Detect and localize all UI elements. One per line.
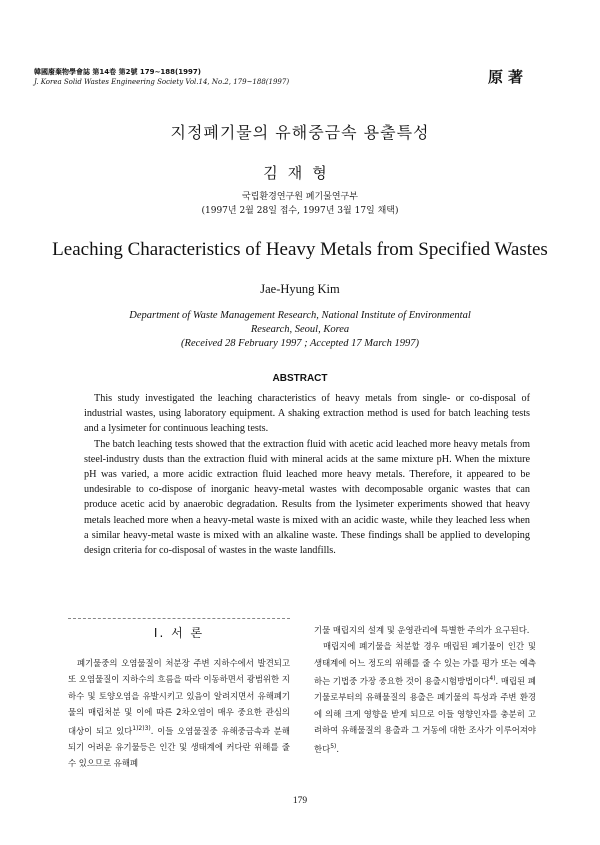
article-type-badge: 原著 (488, 68, 529, 86)
page-number: 179 (292, 796, 308, 806)
section-divider (68, 618, 290, 619)
intro-paragraph-2 (314, 638, 536, 756)
affiliation-korean: 국립환경연구원 폐기물연구부 (242, 192, 358, 202)
received-accepted-dates: (Received 28 February 1997 ; Accepted 17 March 1997) (181, 338, 419, 349)
citation-ref: 4) (489, 675, 496, 683)
abstract-heading: ABSTRACT (272, 373, 328, 384)
citation-ref: 5) (330, 742, 337, 750)
title-english: Leaching Characteristics of Heavy Metals from Specified Wastes (52, 239, 548, 260)
intro-p2-end: . (336, 743, 340, 754)
department-line-2: Research, Seoul, Korea (250, 324, 350, 335)
intro-p1-tail: . 이들 오염물질중 유해중금속과 분해되기 어려운 유기물등은 인간 및 생태계에 커다란 위해를 줄 수 있으므로 유해폐 (68, 725, 290, 769)
body-column-left (68, 655, 290, 772)
journal-citation-en: J. Korea Solid Wastes Engineering Society Vol.14, No.2, 179~188(1997) (34, 78, 290, 86)
author-korean: 김재형 (263, 164, 337, 182)
body-column-right (314, 622, 536, 757)
intro-p2-text: 매립지에 폐기물을 처분할 경우 매립된 폐기물이 인간 및 생태계에 어느 정도의 위해를 줄 수 있는 가를 평가 또는 예측하는 기법중 가장 중요한 것이 용출시험방법이다 (314, 641, 536, 687)
department-english (0, 309, 600, 351)
department-line-1: Department of Waste Management Research, National Institute of Environmental (129, 310, 471, 321)
intro-paragraph-1-cont: 기물 매립지의 설계 및 운영관리에 특별한 주의가 요구된다. (314, 625, 530, 635)
abstract-paragraph-2: The batch leaching tests showed that the extraction fluid with acetic acid leached more heavy metals from steel-industry dusts than the extraction fluid with mineral acids at the same mixture pH. When the mixture pH was varied, a more acidic extraction fluid leached more heavy metals. Therefore, it appeared to be undesirable to co-dispose of inorganic heavy-metal wastes with decomposable organic wastes that can produce acetic acid by anaerobic degradation. Results from the lysimeter experiments showed that heavy metals leached more when a heavy-metal waste is mixed with an acidic waste, while they leached less when a similar heavy-metal waste is mixed with an alkaline waste. These findings shall be applied to developing design criteria for co-disposal of wastes in the waste landfills. (84, 438, 530, 557)
abstract-body (84, 391, 530, 558)
dates-korean: (1997년 2월 28일 접수, 1997년 3월 17일 채택) (201, 206, 399, 216)
intro-p2-tail: . 매립된 폐기물로부터의 유해물질의 용출은 폐기물의 특성과 주변 환경에 의해 크게 영향을 받게 되므로 이들 영향인자를 충분히 고려하여 유해물질의 용출과 그 거동에 대한 조사가 이루어져야 한다 (314, 676, 536, 754)
section-heading-introduction: Ⅰ. 서 론 (153, 626, 205, 640)
intro-paragraph-1 (68, 655, 290, 772)
title-korean: 지정폐기물의 유해중금속 용출특성 (170, 123, 430, 142)
journal-citation-kr: 韓國廢棄物學會誌 第14卷 第2號 179~188(1997) (34, 68, 201, 76)
author-english: Jae-Hyung Kim (260, 282, 340, 296)
citation-ref: 1)2)3) (132, 724, 151, 732)
intro-p1-text: 폐기물중의 오염물질이 처분장 주변 지하수에서 발견되고 또 오염물질이 지하수의 흐름을 따라 이동하면서 광범위한 지하수 및 토양오염을 유발시키고 있음이 알려지면서 유해폐기물의 매립처분 및 이에 따른 2차오염이 매우 중요한 관심의 대상이 되고 있다 (68, 658, 290, 736)
abstract-paragraph-1: This study investigated the leaching characteristics of heavy metals from single- or co-disposal of industrial wastes, using laboratory equipment. A shaking extraction method is used for batch leaching tests and a lysimeter for continuous leaching tests. (84, 393, 530, 435)
